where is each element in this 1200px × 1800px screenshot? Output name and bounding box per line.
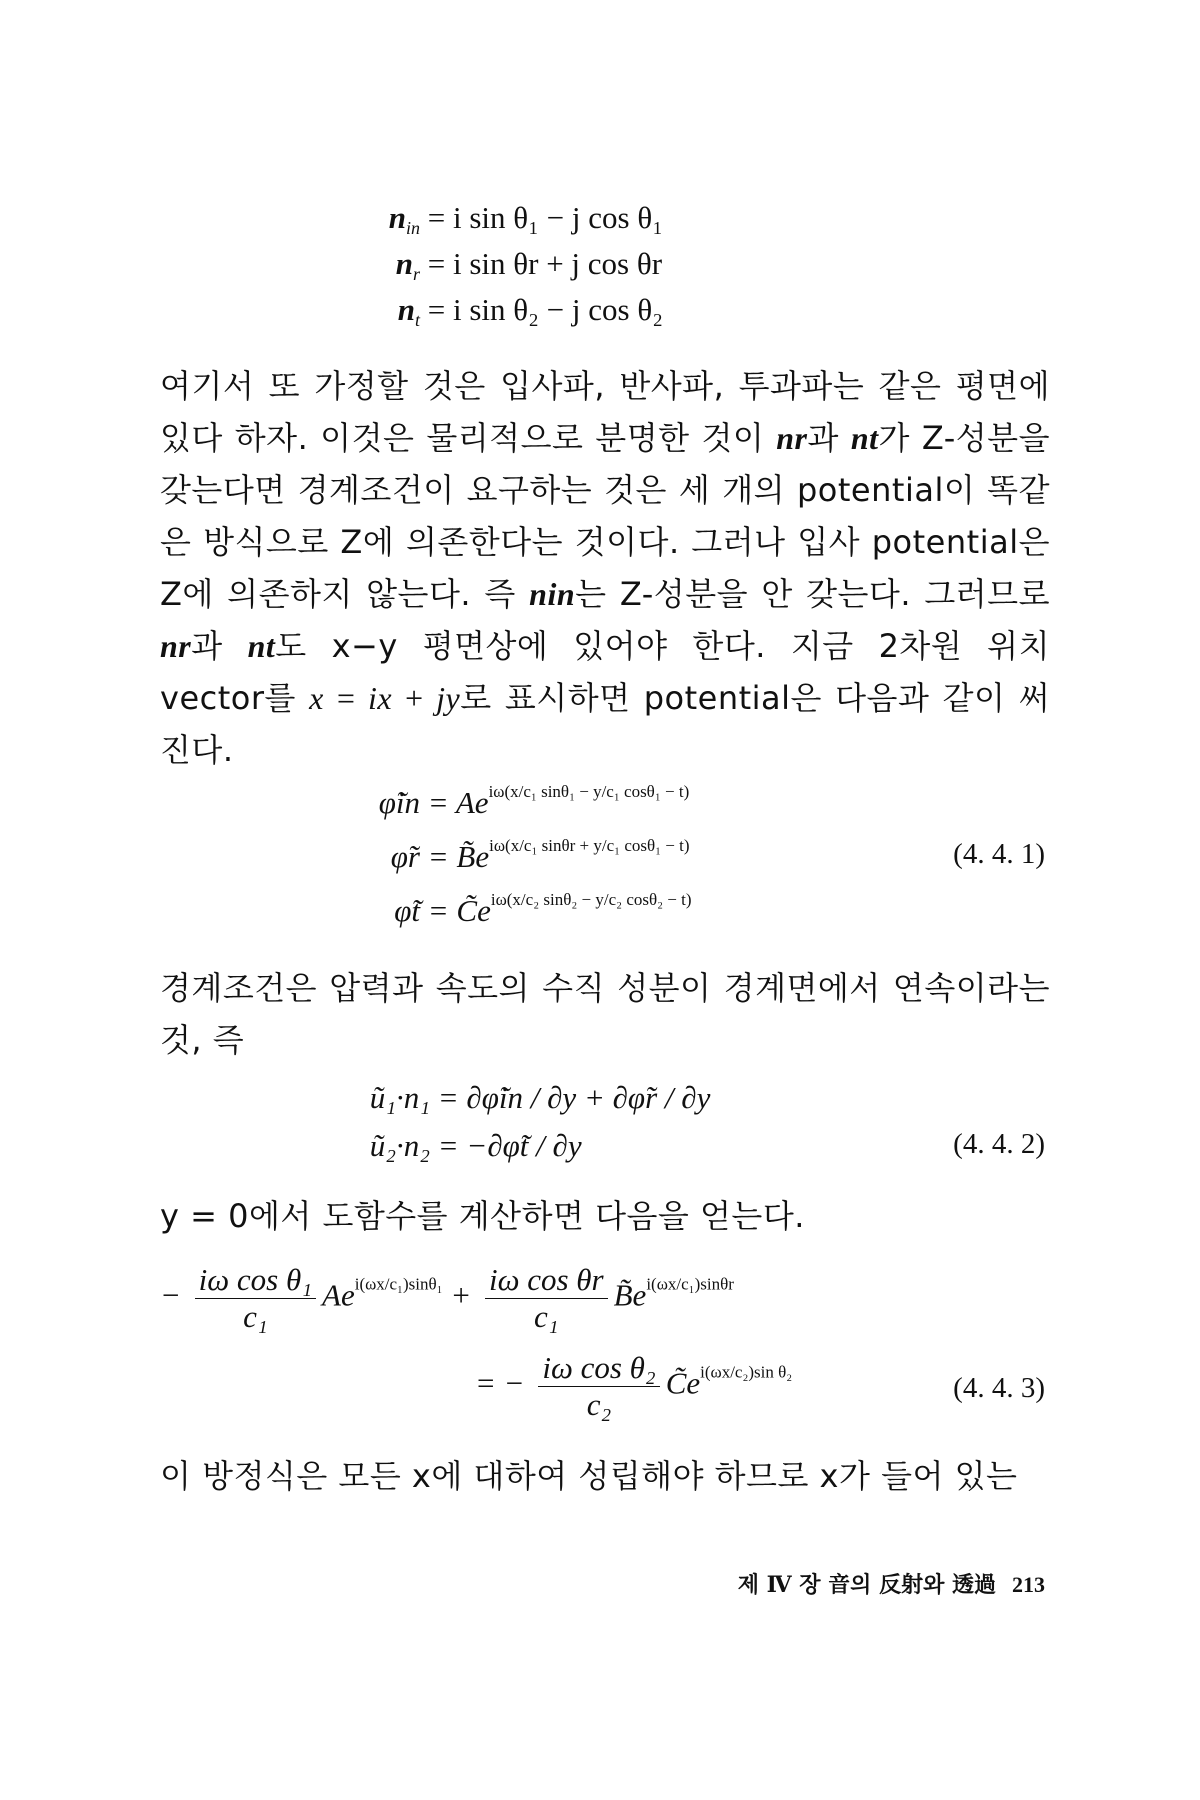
eq443-number: (4. 4. 3) [953, 1372, 1045, 1404]
eq441-line-2 [330, 836, 690, 875]
paragraph-3 [160, 1190, 1050, 1242]
para1-vector: x = ix + jy [309, 680, 461, 716]
eq443-den-3: c₂ [586, 1387, 612, 1422]
page-number: 213 [1012, 1572, 1045, 1597]
eq443-fraction-3 [538, 1350, 659, 1423]
paragraph-4 [160, 1450, 1050, 1502]
eq443-plus: + [450, 1277, 472, 1313]
eq443-line-1 [160, 1262, 734, 1335]
para1-text-4: 는 Z-성분을 안 갖는다. 그러므로 [575, 575, 1050, 613]
para1-nin: nin [529, 576, 576, 612]
normal-r-symbol: n [395, 246, 413, 281]
eq443-exp-2: i(ωx/c₁)sinθr [646, 1274, 734, 1294]
eq441-exp-2: iω(x/c₁ sinθr + y/c₁ cosθ₁ − t) [489, 836, 690, 855]
eq442-lhs-2: ũ₂·n₂ [369, 1128, 430, 1163]
para1-text-5: 과 [191, 627, 248, 665]
normal-vector-t [330, 292, 663, 331]
eq443-fraction-2 [485, 1262, 608, 1335]
page-footer [738, 1568, 1045, 1599]
eq443-fraction-1 [195, 1262, 316, 1335]
eq442-rhs-2: = −∂φ̃t / ∂y [437, 1128, 582, 1163]
eq441-exp-3: iω(x/c₂ sinθ₂ − y/c₂ cosθ₂ − t) [490, 890, 692, 909]
para1-nr-2: nr [160, 628, 192, 664]
eq443-exp-1: i(ωx/c₁)sinθ₁ [354, 1274, 443, 1294]
normal-r-rhs: = i sin θr + j cos θr [427, 246, 663, 281]
para1-nr: nr [776, 420, 808, 456]
eq443-num-3: iω cos θ₂ [538, 1350, 659, 1387]
para2-text: 경계조건은 압력과 속도의 수직 성분이 경계면에서 연속이라는 것, 즉 [160, 969, 1050, 1059]
para1-nt: nt [850, 420, 879, 456]
eq441-phi-r: φ̃r [390, 839, 420, 874]
eq441-rhs-2: = B̃e [427, 839, 490, 874]
para1-text-2: 과 [807, 419, 851, 457]
para1-text-1: 여기서 또 가정할 것은 입사파, 반사파, 투과파는 같은 평면에 있다 하자. 이것은 물리적으로 분명한 것이 [160, 367, 1050, 457]
para1-text-7: 로 표시하면 potential은 다음과 같이 써진다. [160, 679, 1050, 769]
eq443-num-2: iω cos θr [485, 1262, 608, 1299]
eq443-minus: − [160, 1277, 181, 1313]
eq443-num-1: iω cos θ₁ [195, 1262, 316, 1299]
paragraph-2 [160, 962, 1050, 1066]
paragraph-1 [160, 360, 1050, 776]
para1-text-3: 가 Z-성분을 갖는다면 경계조건이 요구하는 것은 세 개의 potential이 똑같은 방식으로 Z에 의존한다는 것이다. 그러나 입사 potential은 Z에 의존하지 않는다. 즉 [160, 419, 1050, 613]
footer-chapter: 제 Ⅳ 장 音의 反射와 透過 [737, 1572, 996, 1598]
normal-in-rhs: = i sin θ₁ − j cos θ₁ [427, 200, 664, 235]
para1-nt-2: nt [247, 628, 276, 664]
eq443-line-2 [475, 1350, 792, 1423]
eq443-eq-minus: = − [475, 1365, 525, 1401]
normal-in-symbol: n [388, 200, 406, 235]
normal-t-symbol: n [397, 292, 415, 327]
eq442-line-1 [300, 1080, 710, 1116]
para3-text: y = 0에서 도함수를 계산하면 다음을 얻는다. [160, 1197, 805, 1235]
eq442-rhs-1: = ∂φ̃in / ∂y + ∂φ̃r / ∂y [437, 1080, 711, 1115]
normal-vector-r [330, 246, 662, 285]
eq441-exp-1: iω(x/c₁ sinθ₁ − y/c₁ cosθ₁ − t) [488, 782, 690, 801]
eq441-line-1 [330, 782, 689, 821]
eq443-den-1: c₁ [243, 1299, 268, 1334]
eq443-den-2: c₁ [534, 1299, 559, 1334]
eq442-lhs-1: ũ₁·n₁ [369, 1080, 430, 1115]
eq442-line-2 [300, 1128, 582, 1164]
eq442-number: (4. 4. 2) [953, 1128, 1045, 1160]
eq441-rhs-3: = C̃e [427, 893, 491, 928]
normal-vector-in [330, 200, 663, 239]
eq441-number: (4. 4. 1) [953, 838, 1045, 870]
normal-in-sub: in [405, 218, 420, 238]
eq441-line-3 [330, 890, 692, 929]
eq443-term-2: B̃e [613, 1277, 647, 1313]
normal-r-sub: r [412, 264, 420, 284]
eq443-term-1: Ae [322, 1277, 355, 1313]
normal-t-rhs: = i sin θ₂ − j cos θ₂ [427, 292, 664, 327]
eq443-term-3: C̃e [665, 1365, 701, 1401]
para1-text-6: 도 x−y 평면상에 있어야 한다. 지금 2차원 위치 vector를 [160, 627, 1050, 717]
eq441-rhs-1: = Ae [427, 785, 489, 820]
eq441-phi-in: φ̃in [378, 785, 420, 820]
eq443-exp-3: i(ωx/c₂)sin θ₂ [700, 1362, 793, 1382]
normal-t-sub: t [414, 310, 420, 330]
para4-text: 이 방정식은 모든 x에 대하여 성립해야 하므로 x가 들어 있는 [160, 1457, 1018, 1495]
eq441-phi-t: φ̃t [394, 893, 420, 928]
